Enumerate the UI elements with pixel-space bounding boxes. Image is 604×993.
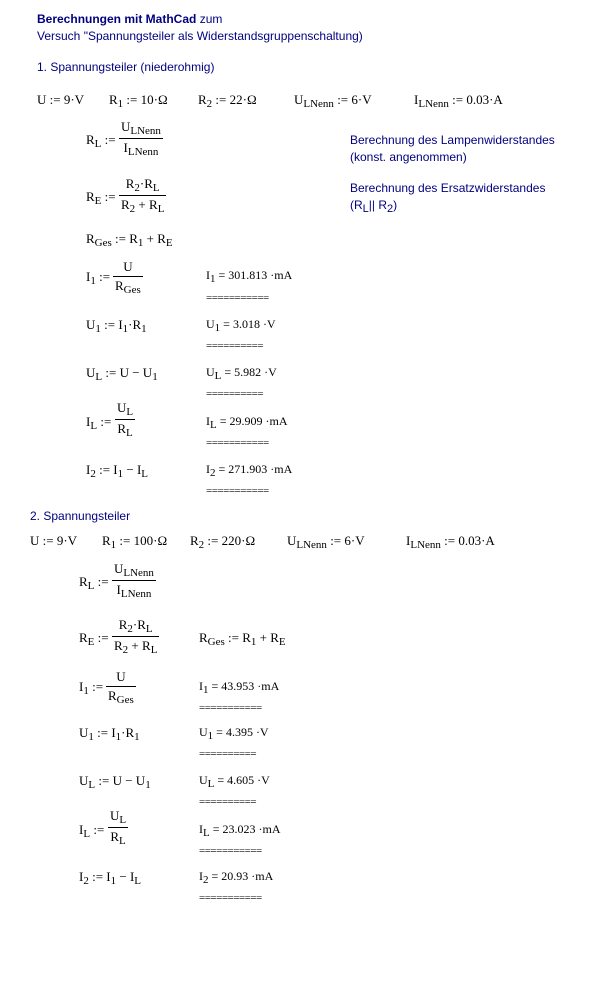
s1-given-U: U := 9·V: [37, 92, 85, 107]
s1-I1-lhs: $I_1$ :=: [86, 269, 111, 287]
s1-note-ersatz-line1: Berechnung des Ersatzwiderstandes: [350, 181, 546, 195]
s2-I1-lhs: $I_1$ :=: [79, 679, 104, 697]
s1-RL-lhs: $R_L$ :=: [86, 132, 116, 150]
s2-given-ULNenn: $U_{LNenn}$ := 6·V: [287, 533, 365, 551]
s1-IL-fraction: $U_L$ $R_L$: [117, 400, 134, 439]
s2-UL-formula: $U_L$ := $U - U_1$: [79, 773, 151, 791]
s2-given-R1: $R_1$ := 100·Ω: [102, 533, 168, 551]
s2-I2-result: $I_2 = 20.93 \cdot mA$: [199, 869, 274, 886]
section1-heading: 1. Spannungsteiler (niederohmig): [37, 60, 215, 74]
s1-note-lamp-line1: Berechnung des Lampenwiderstandes: [350, 133, 555, 147]
s2-RL-lhs: $R_L$ :=: [79, 574, 109, 592]
s1-IL-lhs: $I_L$ :=: [86, 414, 112, 432]
title-rest: zum: [199, 12, 223, 26]
title-bold: Berechnungen mit MathCad: [37, 12, 197, 26]
s2-U1-underline: ==========: [199, 748, 257, 760]
s1-IL-underline: ===========: [206, 437, 269, 449]
s1-note-ersatz-line2: ($R_L||$ $R_2$): [350, 198, 398, 215]
s2-RL-fraction: $U_{LNenn}$ $I_{LNenn}$: [114, 561, 154, 600]
s2-UL-result: $U_L = 4.605 \cdot V$: [199, 773, 270, 790]
s1-I2-result: $I_2 = 271.903 \cdot mA$: [206, 462, 293, 479]
document-subtitle: Versuch "Spannungsteiler als Widerstandsgruppenschaltung): [37, 29, 363, 43]
s1-note-lamp-line2: (konst. angenommen): [350, 150, 467, 164]
s1-UL-result: $U_L = 5.982 \cdot V$: [206, 365, 277, 382]
s1-U1-underline: ==========: [206, 340, 264, 352]
s2-I2-formula: $I_2$ := $I_1 - I_L$: [79, 869, 142, 887]
s1-U1-formula: $U_1$ := $I_1\cdot R_1$: [86, 317, 147, 335]
s2-RE-lhs: $R_E$ :=: [79, 630, 109, 648]
s2-I2-underline: ===========: [199, 892, 262, 904]
s1-RE-fraction: $R_2\cdot R_L$ $R_2 + R_L$: [121, 176, 165, 215]
s2-U1-formula: $U_1$ := $I_1\cdot R_1$: [79, 725, 140, 743]
s1-RE-lhs: $R_E$ :=: [86, 189, 116, 207]
s2-IL-fraction: $U_L$ $R_L$: [110, 808, 127, 847]
s2-U1-result: $U_1 = 4.395 \cdot V$: [199, 725, 269, 742]
s1-I2-formula: $I_2$ := $I_1 - I_L$: [86, 462, 149, 480]
section2-heading: 2. Spannungsteiler: [30, 509, 131, 523]
s1-given-R2: $R_2$ := 22·Ω: [198, 92, 257, 110]
s1-given-ULNenn: $U_{LNenn}$ := 6·V: [294, 92, 372, 110]
s1-UL-formula: $U_L$ := $U - U_1$: [86, 365, 158, 383]
s2-IL-result: $I_L = 23.023 \cdot mA$: [199, 822, 281, 839]
s1-U1-result: $U_1 = 3.018 \cdot V$: [206, 317, 276, 334]
document-title: [37, 12, 222, 26]
s2-given-ILNenn: $I_{LNenn}$ := 0.03·A: [406, 533, 495, 551]
s2-I1-underline: ===========: [199, 702, 262, 714]
s1-I2-underline: ===========: [206, 485, 269, 497]
s1-given-R1: $R_1$ := 10·Ω: [109, 92, 168, 110]
s2-given-R2: $R_2$ := 220·Ω: [190, 533, 256, 551]
s1-given-ILNenn: $I_{LNenn}$ := 0.03·A: [414, 92, 503, 110]
s1-RGes: $R_{Ges}$ := $R_1 + R_E$: [86, 231, 173, 249]
s2-RGes: $R_{Ges}$ := $R_1 + R_E$: [199, 630, 286, 648]
s2-UL-underline: ==========: [199, 796, 257, 808]
s1-IL-result: $I_L = 29.909 \cdot mA$: [206, 414, 288, 431]
s1-I1-underline: ===========: [206, 292, 269, 304]
s1-I1-fraction: U $R_{Ges}$: [115, 259, 141, 296]
s2-I1-fraction: U $R_{Ges}$: [108, 669, 134, 706]
s1-RL-fraction: $U_{LNenn}$ $I_{LNenn}$: [121, 119, 161, 158]
s2-I1-result: $I_1 = 43.953 \cdot mA$: [199, 679, 280, 696]
s1-I1-result: $I_1 = 301.813 \cdot mA$: [206, 268, 293, 285]
s2-RE-fraction: $R_2\cdot R_L$ $R_2 + R_L$: [114, 617, 158, 656]
s2-IL-lhs: $I_L$ :=: [79, 822, 105, 840]
s1-UL-underline: ==========: [206, 388, 264, 400]
s2-IL-underline: ===========: [199, 845, 262, 857]
s2-given-U: U := 9·V: [30, 533, 78, 548]
